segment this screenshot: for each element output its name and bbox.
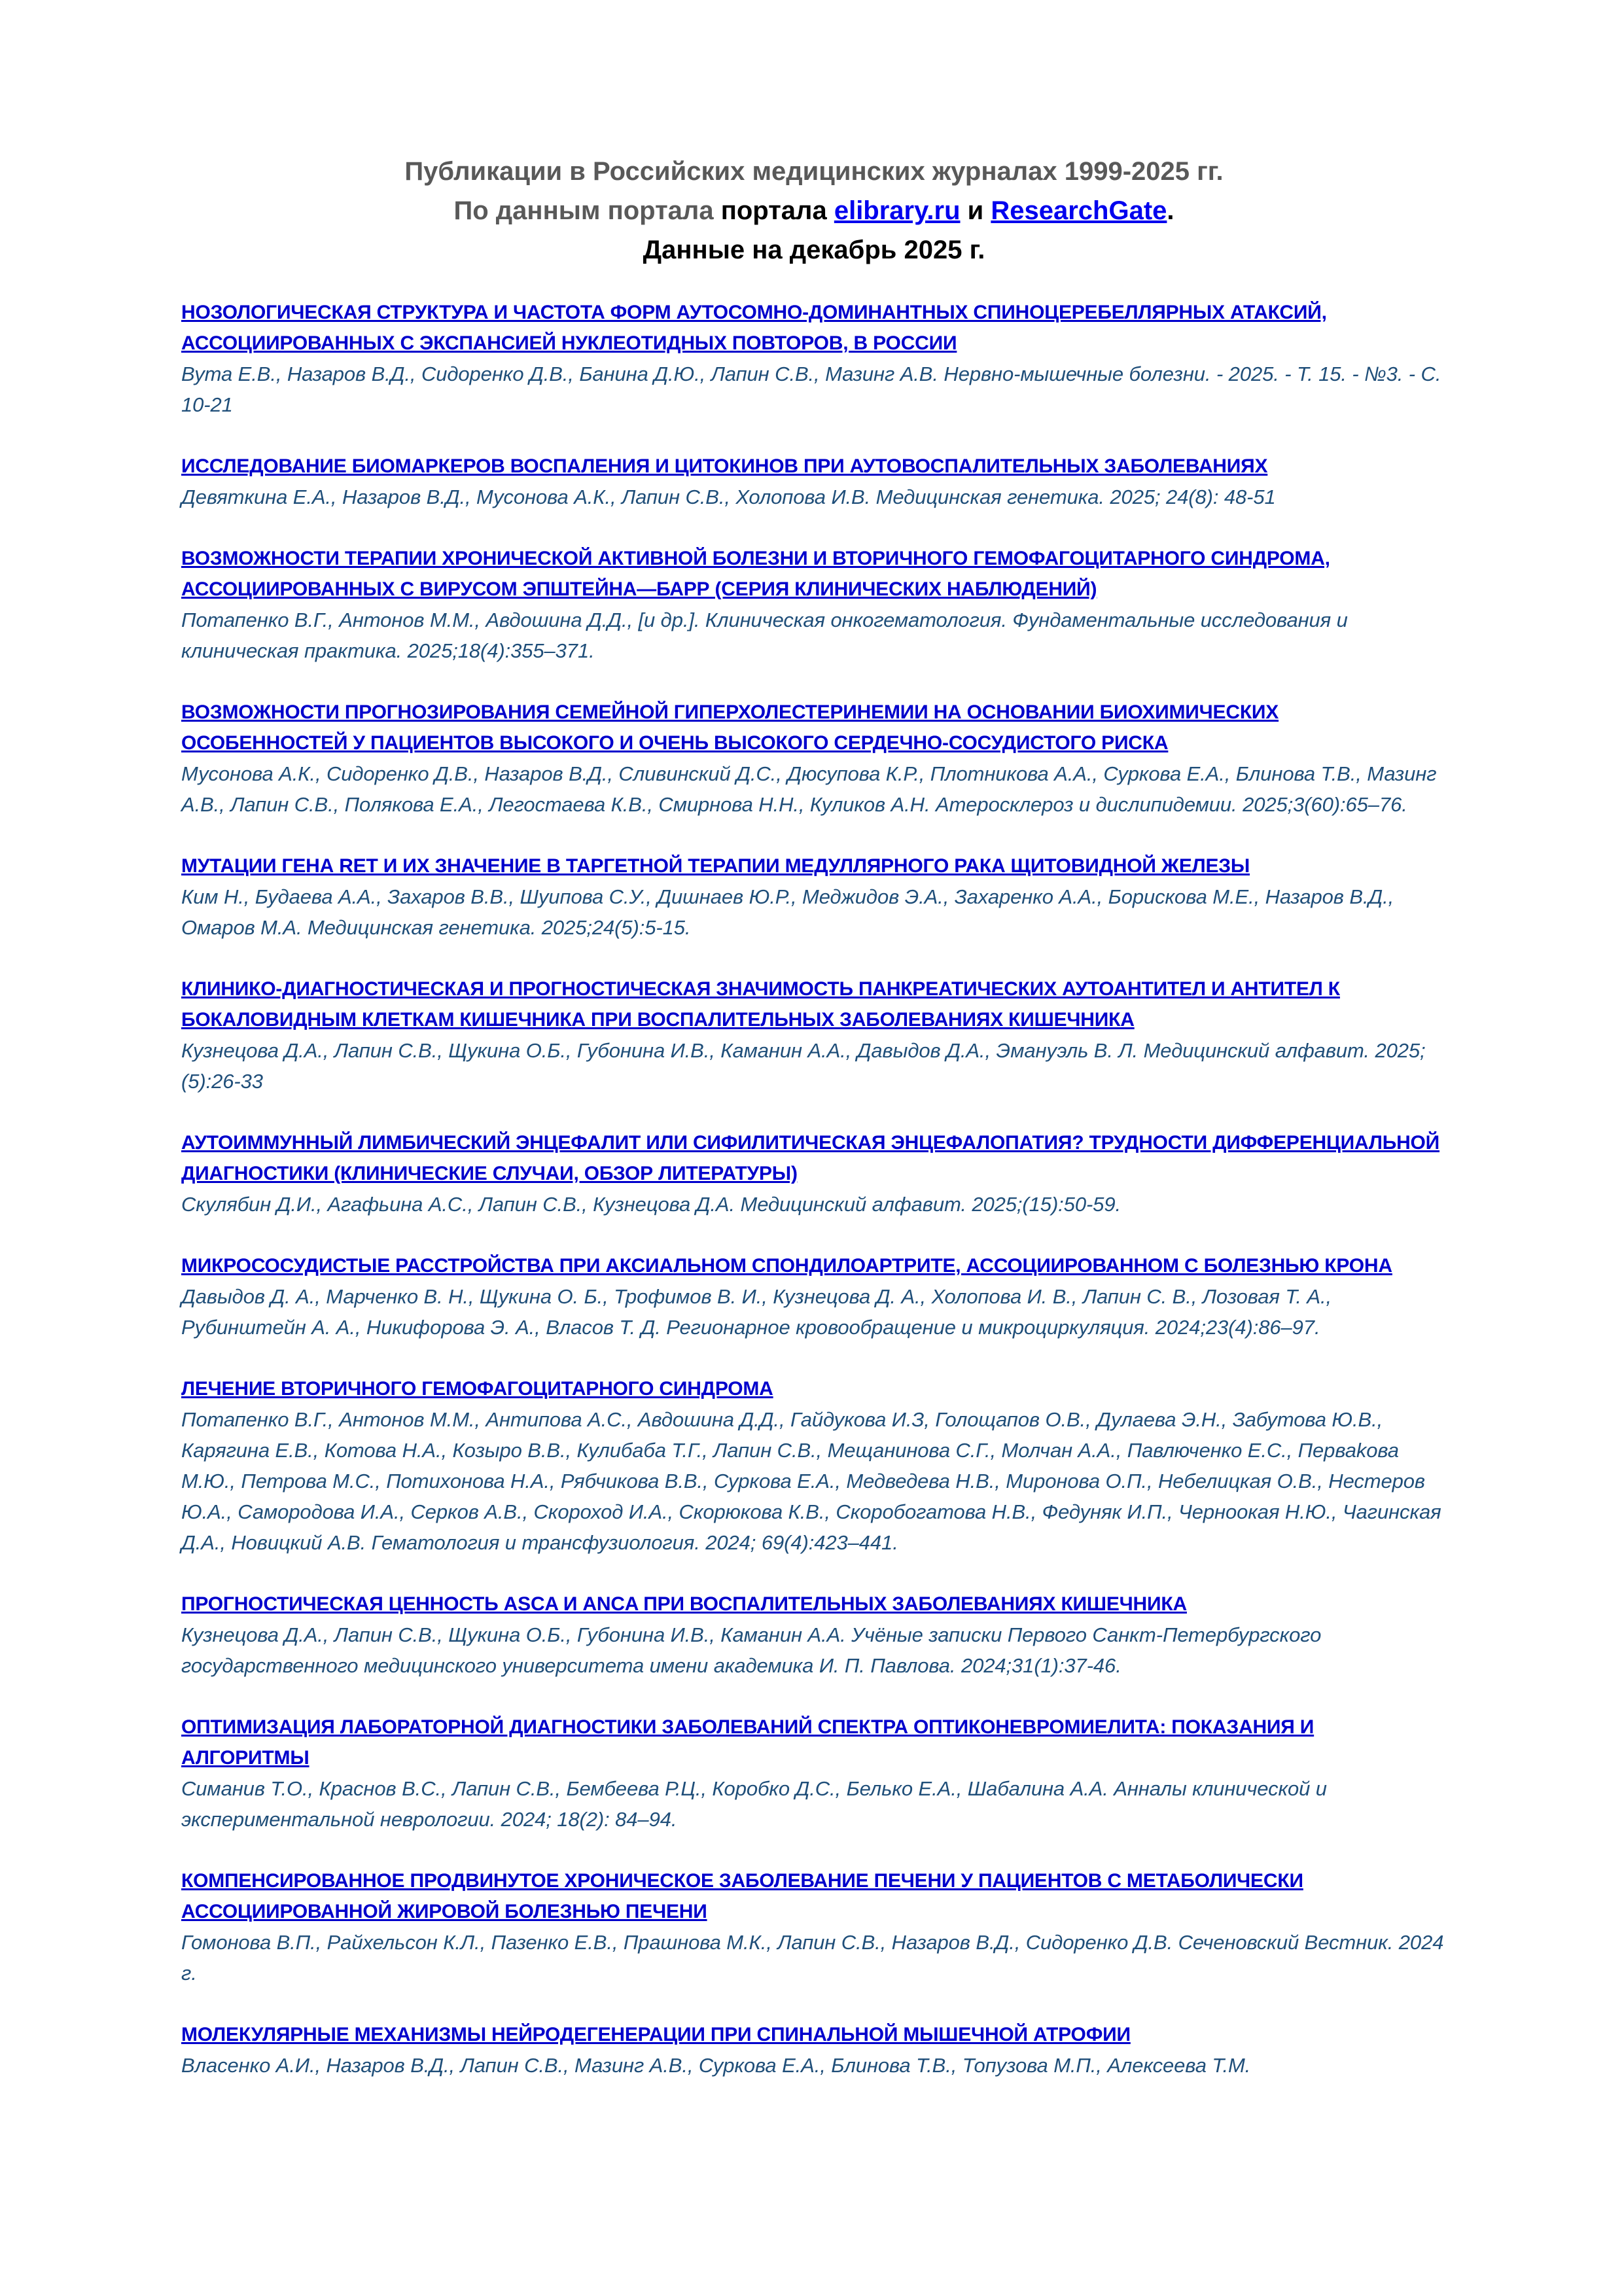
publication-authors: Давыдов Д. А., Марченко В. Н., Щукина О. Б., Трофимов В. И., Кузнецова Д. А., Холопова И. В., Лапин С. В., Лозовая Т. А., Рубинштейн А. А., Никифорова Э. А., Власов Т. Д. Регионарное кровообращение и микроциркуляция. 2024;23(4):86–97. xyxy=(181,1285,1332,1339)
publication-title-link[interactable]: ПРОГНОСТИЧЕСКАЯ ЦЕННОСТЬ ASCA И ANCA ПРИ ВОСПАЛИТЕЛЬНЫХ ЗАБОЛЕВАНИЯХ КИШЕЧНИКА xyxy=(181,1593,1187,1615)
document-header xyxy=(181,152,1447,270)
publication-title-link[interactable]: НОЗОЛОГИЧЕСКАЯ СТРУКТУРА И ЧАСТОТА ФОРМ АУТОСОМНО-ДОМИНАНТНЫХ СПИНОЦЕРЕБЕЛЛЯРНЫХ АТАКСИЙ, АССОЦИИРОВАННЫХ С ЭКСПАНСИЕЙ НУКЛЕОТИДНЫХ ПОВТОРОВ, В РОССИИ xyxy=(181,302,1327,354)
source-line xyxy=(181,191,1447,230)
data-date: Данные на декабрь 2025 г. xyxy=(643,236,985,264)
publication-authors: Вута Е.В., Назаров В.Д., Сидоренко Д.В., Банина Д.Ю., Лапин С.В., Мазинг А.В. Нервно-мышечные болезни. - 2025. - Т. 15. - №3. - С. 10-21 xyxy=(181,362,1441,416)
publication-entry xyxy=(181,1865,1447,1988)
source-period: . xyxy=(1167,196,1174,225)
researchgate-link[interactable]: ResearchGate xyxy=(991,196,1167,225)
publication-entry xyxy=(181,1250,1447,1343)
publication-title-link[interactable]: МОЛЕКУЛЯРНЫЕ МЕХАНИЗМЫ НЕЙРОДЕГЕНЕРАЦИИ ПРИ СПИНАЛЬНОЙ МЫШЕЧНОЙ АТРОФИИ xyxy=(181,2024,1131,2045)
publication-authors: Мусонова А.К., Сидоренко Д.В., Назаров В.Д., Сливинский Д.С., Дюсупова К.Р., Плотникова А.А., Суркова Е.А., Блинова Т.В., Мазинг А.В., Лапин С.В., Полякова Е.А., Легостаева К.В., Смирнова Н.Н., Куликов А.Н. Атеросклероз и дислипидемии. 2025;3(60):65–76. xyxy=(181,762,1437,816)
publication-entry xyxy=(181,851,1447,943)
publication-title-link[interactable]: ВОЗМОЖНОСТИ ПРОГНОЗИРОВАНИЯ СЕМЕЙНОЙ ГИПЕРХОЛЕСТЕРИНЕМИИ НА ОСНОВАНИИ БИОХИМИЧЕСКИХ ОСОБЕННОСТЕЙ У ПАЦИЕНТОВ ВЫСОКОГО И ОЧЕНЬ ВЫСОКОГО СЕРДЕЧНО-СОСУДИСТОГО РИСКА xyxy=(181,701,1279,754)
publication-entry xyxy=(181,543,1447,666)
source-and: и xyxy=(967,196,984,225)
publication-authors: Потапенко В.Г., Антонов М.М., Антипова А.С., Авдошина Д.Д., Гайдукова И.З, Голощапов О.В., Дулаева Э.Н., Забутова Ю.В., Карягина Е.В., Котова Н.А., Козыро В.В., Кулибаба Т.Г., Лапин С.В., Мещанинова С.Г., Молчан А.А., Павлюченко Е.С., Перваkова М.Ю., Петрова М.С., Потихонова Н.А., Рябчикова В.В., Суркова Е.А., Медведева Н.В., Миронова О.П., Небелицкая О.В., Нестеров Ю.А., Самородова И.А., Серков А.В., Скороход И.А., Скорюкова К.В., Скоробогатова Н.В., Федуняк И.П., Черноокая Н.Ю., Чагинская Д.А., Новицкий А.В. Гематология и трансфузиология. 2024; 69(4):423–441. xyxy=(181,1408,1441,1554)
publication-list xyxy=(181,297,1447,2081)
publication-entry xyxy=(181,297,1447,420)
publication-entry xyxy=(181,974,1447,1097)
publication-title-link[interactable]: КЛИНИКО-ДИАГНОСТИЧЕСКАЯ И ПРОГНОСТИЧЕСКАЯ ЗНАЧИМОСТЬ ПАНКРЕАТИЧЕСКИХ АУТОАНТИТЕЛ И АНТИТЕЛ К БОКАЛОВИДНЫМ КЛЕТКАМ КИШЕЧНИКА ПРИ ВОСПАЛИТЕЛЬНЫХ ЗАБОЛЕВАНИЯХ КИШЕЧНИКА xyxy=(181,978,1340,1031)
publication-title-link[interactable]: ОПТИМИЗАЦИЯ ЛАБОРАТОРНОЙ ДИАГНОСТИКИ ЗАБОЛЕВАНИЙ СПЕКТРА ОПТИКОНЕВРОМИЕЛИТА: ПОКАЗАНИЯ И АЛГОРИТМЫ xyxy=(181,1716,1315,1769)
publication-authors: Скулябин Д.И., Агафьина А.С., Лапин С.В., Кузнецова Д.А. Медицинский алфавит. 2025;(15):50-59. xyxy=(181,1193,1121,1216)
publication-entry xyxy=(181,1712,1447,1835)
source-portal: портала xyxy=(720,196,827,225)
page-title: Публикации в Российских медицинских журналах 1999-2025 гг. xyxy=(404,157,1224,186)
publication-authors: Потапенко В.Г., Антонов М.М., Авдошина Д.Д., [и др.]. Клиническая онкогематология. Фундаментальные исследования и клиническая практика. 2025;18(4):355–371. xyxy=(181,609,1348,662)
publication-title-link[interactable]: МУТАЦИИ ГЕНА RET И ИХ ЗНАЧЕНИЕ В ТАРГЕТНОЙ ТЕРАПИИ МЕДУЛЛЯРНОГО РАКА ЩИТОВИДНОЙ ЖЕЛЕЗЫ xyxy=(181,855,1250,877)
publication-entry xyxy=(181,1373,1447,1558)
publication-authors: Девяткина Е.А., Назаров В.Д., Мусонова А.К., Лапин С.В., Холопова И.В. Медицинская генетика. 2025; 24(8): 48-51 xyxy=(181,486,1276,508)
publication-entry xyxy=(181,697,1447,820)
publication-entry xyxy=(181,1589,1447,1681)
publication-authors: Ким Н., Будаева А.А., Захаров В.В., Шуипова С.У., Дишнаев Ю.Р., Меджидов Э.А., Захаренко А.А., Борискова М.Е., Назаров В.Д., Омаров М.А. Медицинская генетика. 2025;24(5):5-15. xyxy=(181,885,1394,939)
publication-authors: Симанив Т.О., Краснов В.С., Лапин С.В., Бембеева Р.Ц., Коробко Д.С., Белько Е.А., Шабалина А.А. Анналы клинической и экспериментальной неврологии. 2024; 18(2): 84–94. xyxy=(181,1777,1327,1831)
publication-title-link[interactable]: АУТОИММУННЫЙ ЛИМБИЧЕСКИЙ ЭНЦЕФАЛИТ ИЛИ СИФИЛИТИЧЕСКАЯ ЭНЦЕФАЛОПАТИЯ? ТРУДНОСТИ ДИФФЕРЕНЦИАЛЬНОЙ ДИАГНОСТИКИ (КЛИНИЧЕСКИЕ СЛУЧАИ, ОБЗОР ЛИТЕРАТУРЫ) xyxy=(181,1132,1440,1184)
publication-authors: Гомонова В.П., Райхельсон К.Л., Пазенко Е.В., Прашнова М.К., Лапин С.В., Назаров В.Д., Сидоренко Д.В. Сеченовский Вестник. 2024 г. xyxy=(181,1931,1444,1985)
publication-authors: Кузнецова Д.А., Лапин С.В., Щукина О.Б., Губонина И.В., Каманин А.А. Учёные записки Первого Санкт-Петербургского государственного медицинского университета имени академика И. П. Павлова. 2024;31(1):37-46. xyxy=(181,1623,1322,1677)
publication-authors: Власенко А.И., Назаров В.Д., Лапин С.В., Мазинг А.В., Суркова Е.А., Блинова Т.В., Топузова М.П., Алексеева Т.М. xyxy=(181,2054,1251,2077)
publication-title-link[interactable]: КОМПЕНСИРОВАННОЕ ПРОДВИНУТОЕ ХРОНИЧЕСКОЕ ЗАБОЛЕВАНИЕ ПЕЧЕНИ У ПАЦИЕНТОВ С МЕТАБОЛИЧЕСКИ АССОЦИИРОВАННОЙ ЖИРОВОЙ БОЛЕЗНЬЮ ПЕЧЕНИ xyxy=(181,1870,1303,1922)
publication-entry xyxy=(181,2019,1447,2081)
publication-title-link[interactable]: МИКРОСОСУДИСТЫЕ РАССТРОЙСТВА ПРИ АКСИАЛЬНОМ СПОНДИЛОАРТРИТЕ, АССОЦИИРОВАННОМ С БОЛЕЗНЬЮ КРОНА xyxy=(181,1255,1392,1277)
elibrary-link[interactable]: elibrary.ru xyxy=(834,196,961,225)
publication-entry xyxy=(181,451,1447,512)
publication-title-link[interactable]: ЛЕЧЕНИЕ ВТОРИЧНОГО ГЕМОФАГОЦИТАРНОГО СИНДРОМА xyxy=(181,1378,773,1400)
document-page xyxy=(181,152,1447,2111)
publication-title-link[interactable]: ИССЛЕДОВАНИЕ БИОМАРКЕРОВ ВОСПАЛЕНИЯ И ЦИТОКИНОВ ПРИ АУТОВОСПАЛИТЕЛЬНЫХ ЗАБОЛЕВАНИЯХ xyxy=(181,455,1268,477)
source-prefix: По данным портала xyxy=(453,196,714,225)
publication-authors: Кузнецова Д.А., Лапин С.В., Щукина О.Б., Губонина И.В., Каманин А.А., Давыдов Д.А., Эмануэль В. Л. Медицинский алфавит. 2025;(5):26-33 xyxy=(181,1039,1426,1093)
publication-entry xyxy=(181,1127,1447,1220)
publication-title-link[interactable]: ВОЗМОЖНОСТИ ТЕРАПИИ ХРОНИЧЕСКОЙ АКТИВНОЙ БОЛЕЗНИ И ВТОРИЧНОГО ГЕМОФАГОЦИТАРНОГО СИНДРОМА, АССОЦИИРОВАННЫХ С ВИРУСОМ ЭПШТЕЙНА—БАРР (СЕРИЯ КЛИНИЧЕСКИХ НАБЛЮДЕНИЙ) xyxy=(181,548,1330,600)
